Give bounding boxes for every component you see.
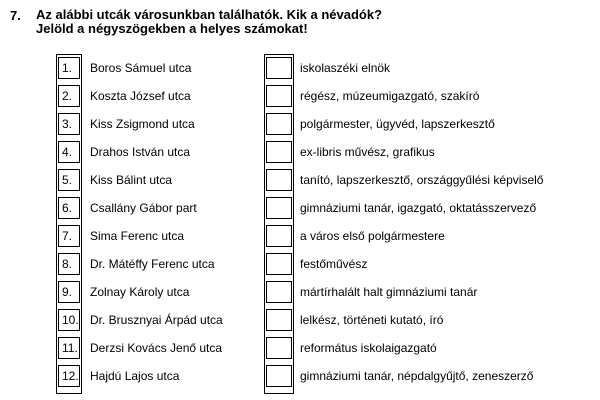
number-box: 4.: [58, 141, 80, 163]
person-description: ex-libris művész, grafikus: [300, 145, 435, 159]
person-description: lelkész, történeti kutató, író: [300, 313, 444, 327]
street-name: Kiss Zsigmond utca: [90, 117, 195, 131]
person-description: festőművész: [300, 257, 368, 271]
answer-box[interactable]: [266, 225, 292, 247]
answer-box[interactable]: [266, 85, 292, 107]
number-box: 11.: [58, 337, 80, 359]
person-description: gimnáziumi tanár, igazgató, oktatásszervező: [300, 201, 537, 215]
number-box: 12.: [58, 365, 80, 387]
question-line-1: Az alábbi utcák városunkban találhatók. Kik a névadók?: [36, 7, 383, 22]
number-box: 8.: [58, 253, 80, 275]
list-item: [0, 362, 600, 390]
street-name: Hajdú Lajos utca: [90, 369, 180, 383]
question-number: 7.: [10, 8, 21, 23]
person-description: tanító, lapszerkesztő, országgyűlési képviselő: [300, 173, 544, 187]
list-item: [0, 222, 600, 250]
answer-box[interactable]: [266, 365, 292, 387]
question-line-2: Jelöld a négyszögekben a helyes számokat!: [36, 21, 308, 36]
question-title: [36, 8, 382, 36]
list-item: [0, 82, 600, 110]
list-item: [0, 138, 600, 166]
list-item: [0, 334, 600, 362]
street-name: Sima Ferenc utca: [90, 229, 185, 243]
street-name: Boros Sámuel utca: [90, 61, 192, 75]
street-name: Csallány Gábor part: [90, 201, 197, 215]
list-item: [0, 250, 600, 278]
street-name: Derzsi Kovács Jenő utca: [90, 341, 223, 355]
person-description: a város első polgármestere: [300, 229, 445, 243]
street-name: Koszta József utca: [90, 89, 191, 103]
street-name: Dr. Brusznyai Árpád utca: [90, 313, 223, 327]
list-item: [0, 278, 600, 306]
answer-box[interactable]: [266, 253, 292, 275]
street-name: Kiss Bálint utca: [90, 173, 173, 187]
list-item: [0, 110, 600, 138]
person-description: református iskolaigazgató: [300, 341, 437, 355]
list-item: [0, 306, 600, 334]
answer-box[interactable]: [266, 57, 292, 79]
number-box: 3.: [58, 113, 80, 135]
person-description: polgármester, ügyvéd, lapszerkesztő: [300, 117, 495, 131]
street-name: Dr. Mátéffy Ferenc utca: [90, 257, 215, 271]
number-box: 7.: [58, 225, 80, 247]
list-item: [0, 194, 600, 222]
number-box: 5.: [58, 169, 80, 191]
answer-box[interactable]: [266, 281, 292, 303]
answer-box[interactable]: [266, 309, 292, 331]
list-item: [0, 54, 600, 82]
person-description: régész, múzeumigazgató, szakíró: [300, 89, 480, 103]
person-description: iskolaszéki elnök: [300, 61, 391, 75]
answer-box[interactable]: [266, 197, 292, 219]
street-name: Drahos István utca: [90, 145, 191, 159]
answer-box[interactable]: [266, 169, 292, 191]
list-item: [0, 166, 600, 194]
answer-box[interactable]: [266, 141, 292, 163]
number-box: 1.: [58, 57, 80, 79]
person-description: gimnáziumi tanár, népdalgyűjtő, zeneszerző: [300, 369, 534, 383]
number-box: 9.: [58, 281, 80, 303]
number-box: 10.: [58, 309, 80, 331]
number-box: 2.: [58, 85, 80, 107]
answer-box[interactable]: [266, 337, 292, 359]
person-description: mártírhalált halt gimnáziumi tanár: [300, 285, 478, 299]
street-name: Zolnay Károly utca: [90, 285, 190, 299]
number-box: 6.: [58, 197, 80, 219]
answer-box[interactable]: [266, 113, 292, 135]
